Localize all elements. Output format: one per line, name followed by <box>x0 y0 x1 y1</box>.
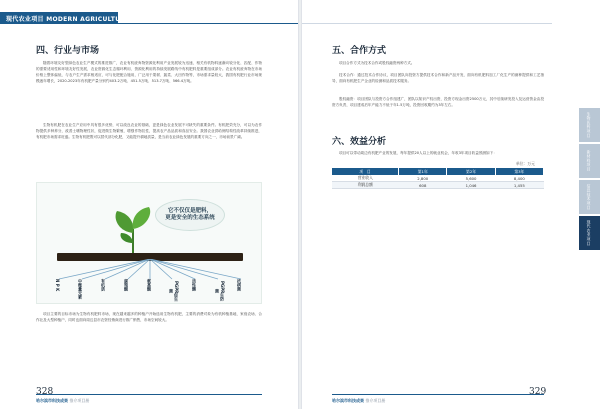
chapter-tabs <box>579 108 600 252</box>
paragraph-coop-2: 技术合作：通过技术合作协议，项目团队向投资方提供技术合作和新产品开发，面向有机肥料加工厂化生产的菌种提供和工艺指导，面向有机肥生产企业的检测和品质技术服务。 <box>332 73 544 83</box>
slogan-line-1: 它不仅仅是肥料， <box>167 208 212 214</box>
footer-brand-name: 哈尔滨市科技成果 <box>332 398 364 403</box>
paragraph-target-market: 项目主要的目标市场为生物有机肥料市场，现在越来越多的种植户开始选用生物有机肥，主要的消费对象为有机种植基地、家庭农场、合作社及大型种植户，同时也面向周边县市农资经销商进行推广销售，市场空间较大。 <box>36 312 262 322</box>
ingredient-amino-acid: 氨基酸 <box>147 279 152 291</box>
ingredient-pgpr-biocontrol: PGPR生防菌 <box>215 280 225 302</box>
table-header-cell: 第1年 <box>399 168 447 175</box>
chapter-tab-materials[interactable] <box>579 144 600 178</box>
table-header-row <box>332 168 544 175</box>
table-cell: 5,600 <box>447 175 495 182</box>
paragraph-market-1: 随着环境友好型绿色农业生产模式的推进推广，农业有机废弃物资源化利用产业发展较为迅速，相关有机物料逐渐向较分化、匹配、作物的需要适用性和环境友好性发展，农业资源化生态循环利用、资源化利用的持续发展路线中有机肥料是重要组成部分。农业有机废弃物在市场价格上整体偏低，与农户生产需求相适应，可与化肥配合施用，广泛用于果树、蔬菜、大田作物等，市场需求量较大，我国有机肥行业市场规模逐年增长，2020-2023年有机肥产量分别约403.2万吨、451.5万吨、513.7万吨、566.4万吨。 <box>36 61 262 83</box>
banner-label: 现代农业项目 MODERN AGRICULTURE <box>6 15 130 23</box>
ingredient-antipathogen: 抗病菌 <box>237 279 242 291</box>
root-lines <box>51 259 249 281</box>
fertilizer-diagram <box>36 182 262 304</box>
section-title-cooperation: 五、合作方式 <box>332 46 387 56</box>
chapter-tab-label: 生物医药项目 <box>587 112 592 138</box>
table-cell: 608 <box>399 182 447 189</box>
footer-rule-right <box>332 394 544 395</box>
table-cell: 1,455 <box>495 182 543 189</box>
table-row <box>332 182 544 189</box>
footer-brand-sub: 推介项目册 <box>365 398 386 403</box>
benefit-table <box>332 168 544 189</box>
paragraph-benefit: 项目可以带动周边有机肥产业的发展，每年提供20人以上的就业机会，年收3年项目收益预测如下： <box>339 151 497 155</box>
footer-brand-left <box>36 398 89 404</box>
paragraph-coop-1: 项目合作方式为技术合作或股权融资两种方式。 <box>339 61 415 65</box>
footer-brand-name: 哈尔滨市科技成果 <box>36 398 68 403</box>
table-header-cell: 第2年 <box>447 168 495 175</box>
right-page <box>302 0 600 409</box>
paragraph-coop-3: 股权融资：项目团队与投资方合作组建广，团队以知识产权出资，投资方现金出资2500万元，其中后续研发投入及运营资金由投资方负责，项目建成后年产能力不低于年1.5万吨，投资回收期约为3年左右。 <box>332 97 544 107</box>
seedling-icon <box>107 203 159 255</box>
table-cell: 1,046 <box>447 182 495 189</box>
table-unit: 单位：万元 <box>516 161 535 166</box>
section-banner <box>0 12 130 24</box>
footer-rule <box>36 394 262 395</box>
chapter-tab-label: 新材料项目 <box>587 150 592 172</box>
chapter-tab-it[interactable] <box>579 180 600 214</box>
footer-brand-sub: 推介项目册 <box>69 398 90 403</box>
section-title-industry: 四、行业与市场 <box>36 46 100 56</box>
footer-brand-right <box>332 398 385 404</box>
chapter-tab-label: 现代农业项目 <box>587 220 592 246</box>
slogan-bubble <box>155 199 225 231</box>
banner-rule <box>118 23 298 24</box>
ingredient-npk: N P K <box>55 279 60 292</box>
table-cell: 2,800 <box>399 175 447 182</box>
ingredient-humic-acid: 腐殖酸 <box>124 279 129 291</box>
ingredient-trace-elements: 中微量元素 <box>78 279 83 299</box>
paragraph-market-2: 生物有机肥在农业生产应用中具有很多优势，可以改良农业的基础，更是绿色农业发展不可缺失的重要条件。有机肥效充分，可以为农作物提供多种养分，改善土壤物理性状，促进微生物繁殖，增强作物抗性，提高农产品品质和食品安全。我国农业供给侧结构性改革持续推进，有机肥市场需求旺盛。生物有机肥既可以替代部分化肥，又能提升耕地质量，是当前农业绿色发展的重要方向之一，市场前景广阔。 <box>36 123 262 139</box>
slogan-line-2: 更是安全的生态系统 <box>165 215 215 221</box>
table-cell: 营业收入 <box>332 175 399 182</box>
chapter-tab-label: 信息技术项目 <box>587 184 592 210</box>
table-cell: 利润总额 <box>332 182 399 189</box>
chapter-tab-agriculture[interactable] <box>579 216 600 250</box>
table-cell: 8,400 <box>495 175 543 182</box>
banner-rule-right <box>302 23 552 24</box>
page-number-left: 328 <box>36 387 54 397</box>
ingredient-pgpr-growth: PGPR促生菌 <box>169 280 179 302</box>
table-header-cell: 第3年 <box>495 168 543 175</box>
ingredient-organic-matter: 有机质 <box>101 279 106 291</box>
page-number-right: 329 <box>529 387 547 397</box>
section-title-benefit: 六、效益分析 <box>332 137 387 147</box>
table-header-cell: 项 目 <box>332 168 399 175</box>
ingredient-active-enzyme: 活性酶 <box>192 279 197 291</box>
chapter-tab-biomed[interactable] <box>579 108 600 142</box>
left-page <box>0 0 298 409</box>
